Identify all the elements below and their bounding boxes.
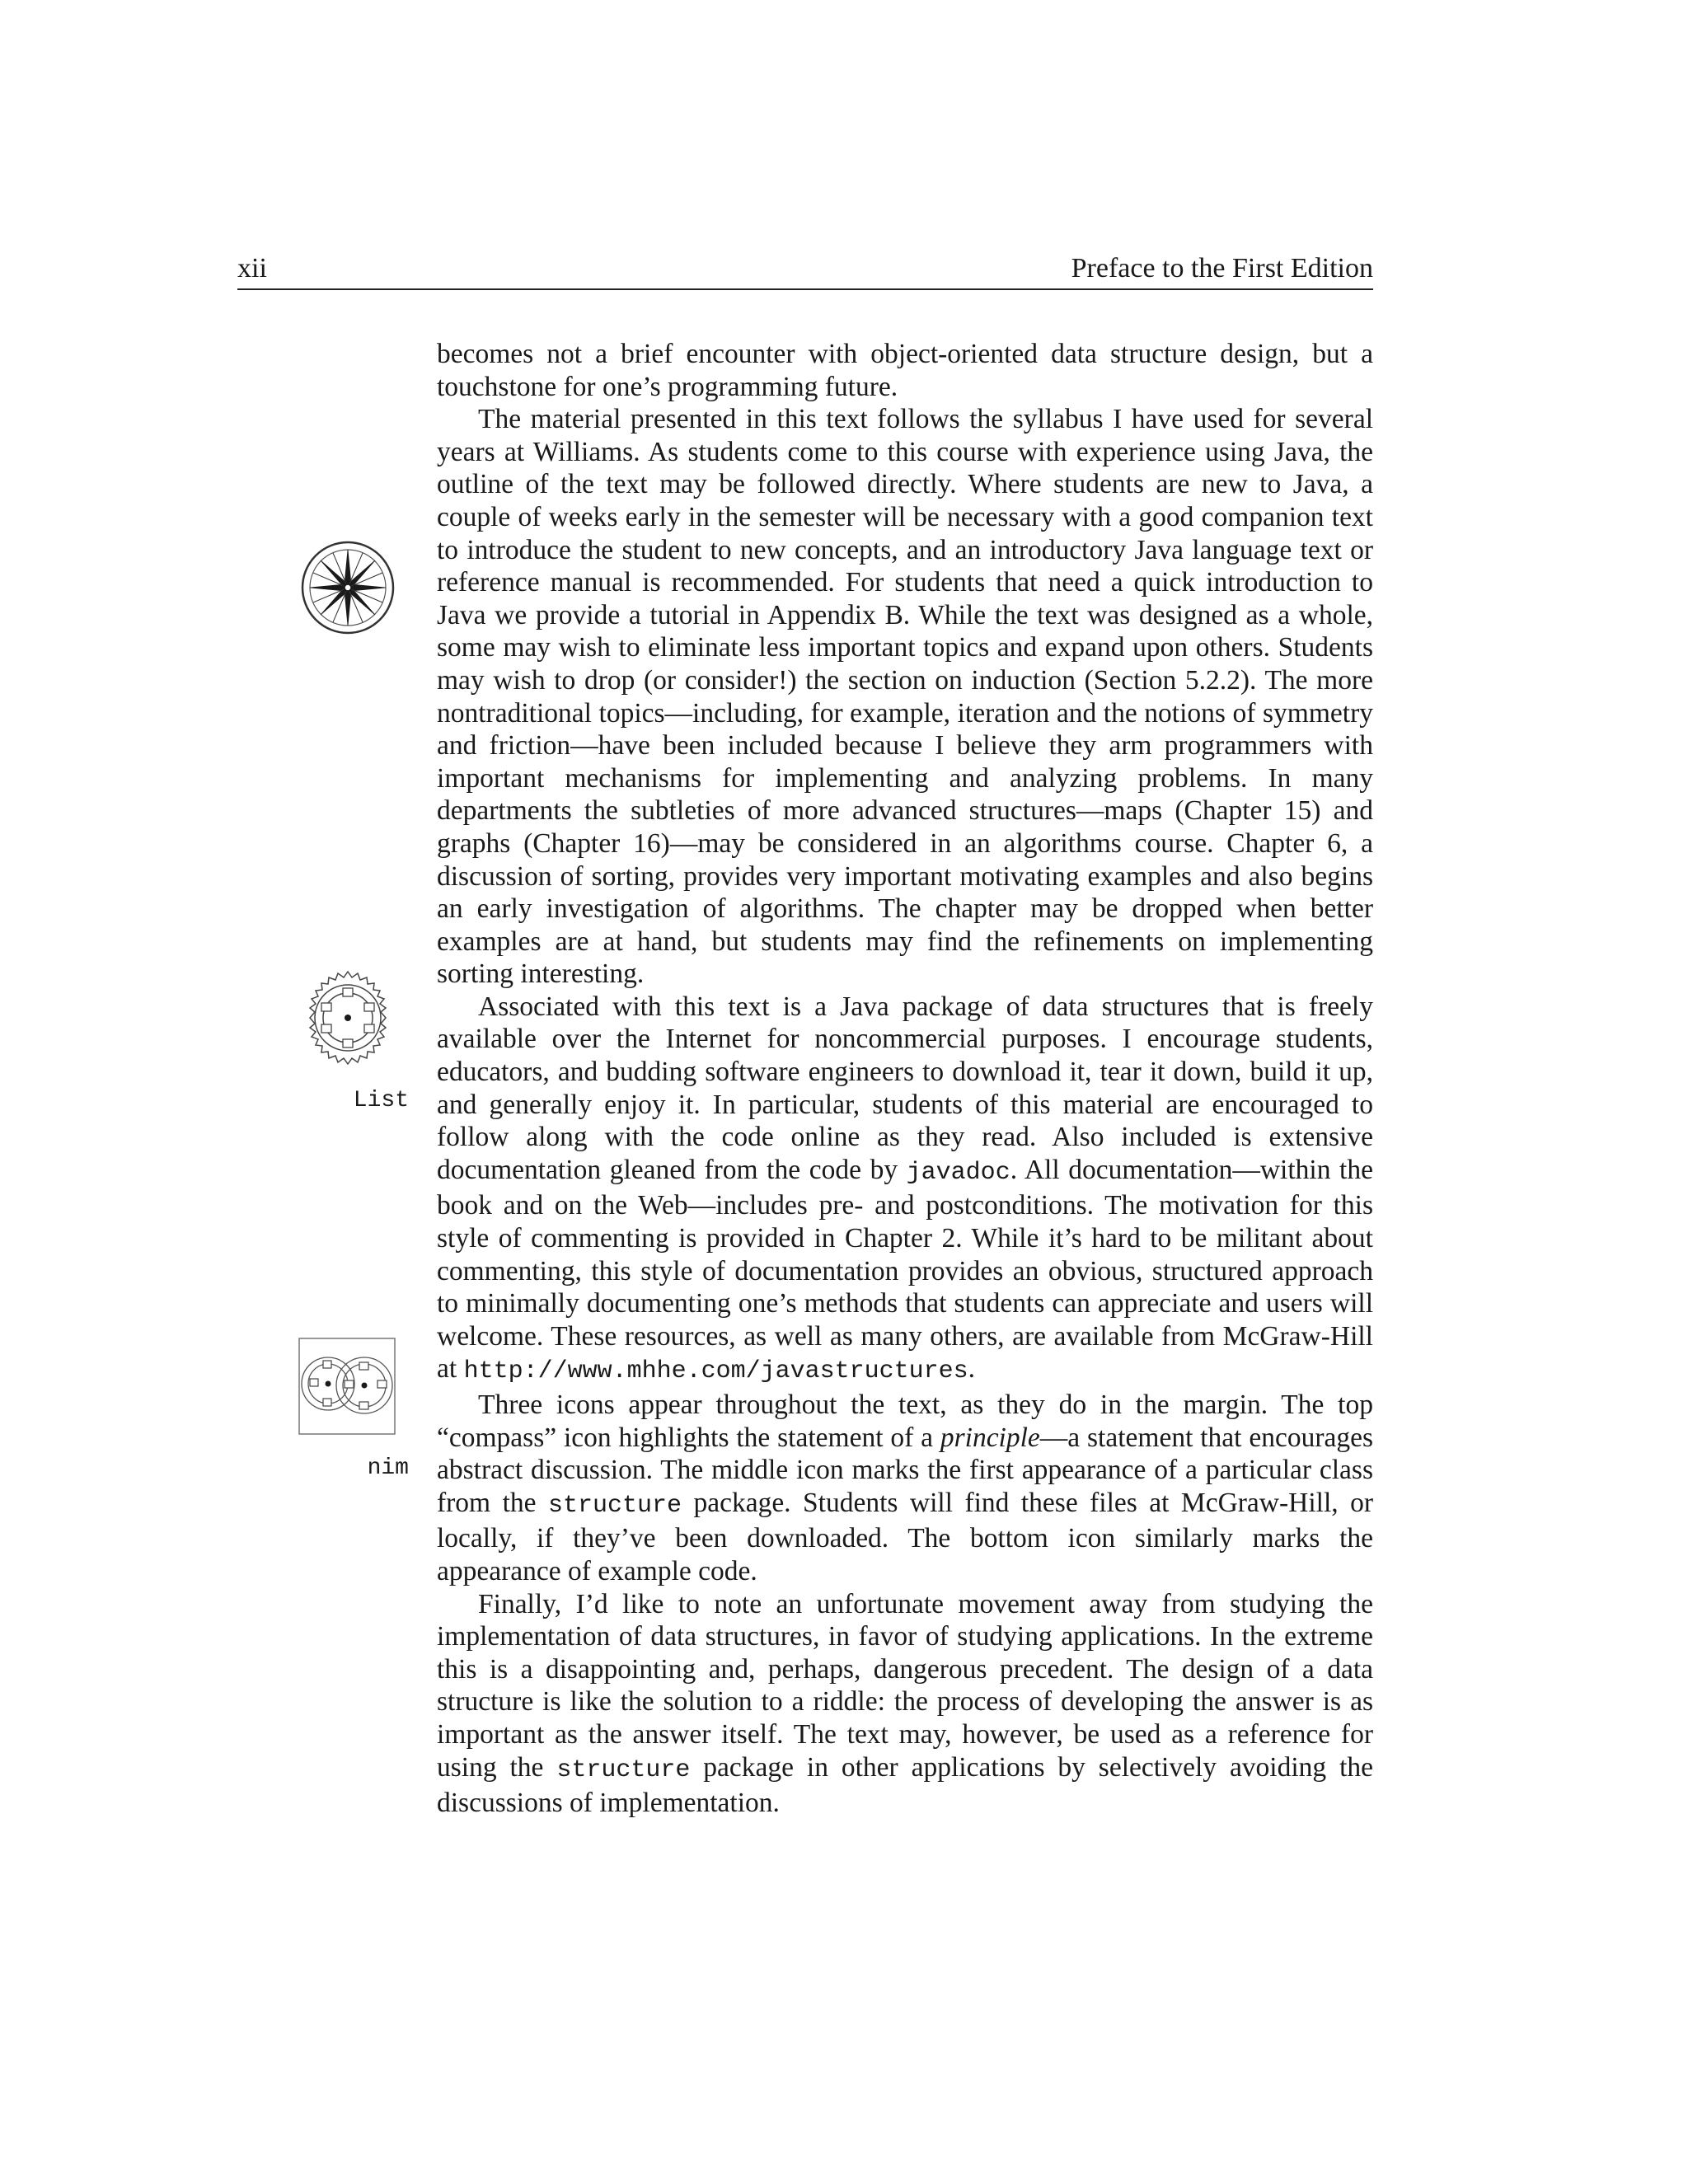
paragraph-3-text-b: . All documentation—within the book and on the Web—includes pre- and postconditions. The motivation for this style of commenting is provided in Chapter 2. While it’s hard to be militant about commenting, this style of documentation provides an obvious, structured approach to minimally documenting one’s methods that students can appreciate and users will welcome. These resources, as well as many others, are available from McGraw-Hill at [437,1154,1373,1385]
margin-label-list: List [353,1088,409,1113]
code-structure: structure [556,1755,691,1784]
paragraph-4-text-a: Three icons appear throughout the text, as they do in the margin. The top “compass” icon highlights the statement of a [437,1390,1373,1453]
paragraph-4 [437,1389,1373,1588]
code-javadoc: javadoc [906,1158,1010,1187]
body-text [437,338,1373,1820]
gear-wheel-icon [300,970,396,1066]
paragraph-1-text: becomes not a brief encounter with object-oriented data structure design, but a touchstone for one’s programming future. [437,339,1373,402]
compass-icon [300,540,396,635]
margin-label-nim: nim [367,1455,409,1481]
paragraph-4-text-b: —a statement that encourages abstract discussion. The middle icon marks the first appearance of a particular class from the [437,1422,1373,1518]
paragraph-5-text-a: Finally, I’d like to note an unfortunate movement away from studying the implementation of data structures, in favor of studying applications. In the extreme this is a disappointing and, perhaps, dangerous precedent. The design of a data structure is like the solution to a riddle: the process of developing the answer is as important as the answer itself. The text may, however, be used as a reference for using the [437,1588,1373,1783]
paragraph-1 [437,338,1373,403]
paragraph-2-text: The material presented in this text follows the syllabus I have used for several years at Williams. As students come to this course with experience using Java, the outline of the text may be followed directly. Where students are new to Java, a couple of weeks early in the semester will be necessary with a good companion text to introduce the student to new concepts, and an introductory Java language text or reference manual is recommended. For students that need a quick introduction to Java we provide a tutorial in Appendix B. While the text was designed as a whole, some may wish to eliminate less important topics and expand upon others. Students may wish to drop (or consider!) the section on induction (Section 5.2.2). The more nontraditional topics—including, for example, iteration and the notions of symmetry and friction—have been included because I believe they arm programmers with important mechanisms for implementing and analyzing problems. In many departments the subtleties of more advanced structures—maps (Chapter 15) and graphs (Chapter 16)—may be considered in an algorithms course. Chapter 6, a discussion of sorting, provides very important motivating examples and also begins an early investigation of algorithms. The chapter may be dropped when better examples are at hand, but students may find the refinements on implementing sorting interesting. [437,404,1373,990]
paragraph-4-text-c: package. Students will find these files at McGraw-Hill, or locally, if they’ve been downloaded. The bottom icon similarly marks the appearance of example code. [437,1487,1373,1586]
paragraph-5 [437,1588,1373,1820]
paragraph-3-text-c: . [968,1353,976,1385]
code-structure: structure [547,1491,682,1520]
url-text: http://www.mhhe.com/javastructures [463,1357,968,1386]
emphasis-principle: principle [940,1422,1040,1453]
section-title: Preface to the First Edition [1071,253,1373,284]
running-head [237,251,1373,290]
paragraph-2 [437,403,1373,991]
page-number: xii [237,253,267,284]
paragraph-3 [437,991,1373,1389]
paragraph-3-text-a: Associated with this text is a Java package of data structures that is freely available over the Internet for noncommercial purposes. I encourage students, educators, and budding software engineers to download it, tear it down, build it up, and generally enjoy it. In particular, students of this material are encouraged to follow along with the code online as they read. Also included is extensive documentation gleaned from the code by [437,991,1373,1185]
gears-icon [298,1338,396,1435]
paragraph-5-text-b: package in other applications by selectively avoiding the discussions of implementation. [437,1751,1374,1819]
